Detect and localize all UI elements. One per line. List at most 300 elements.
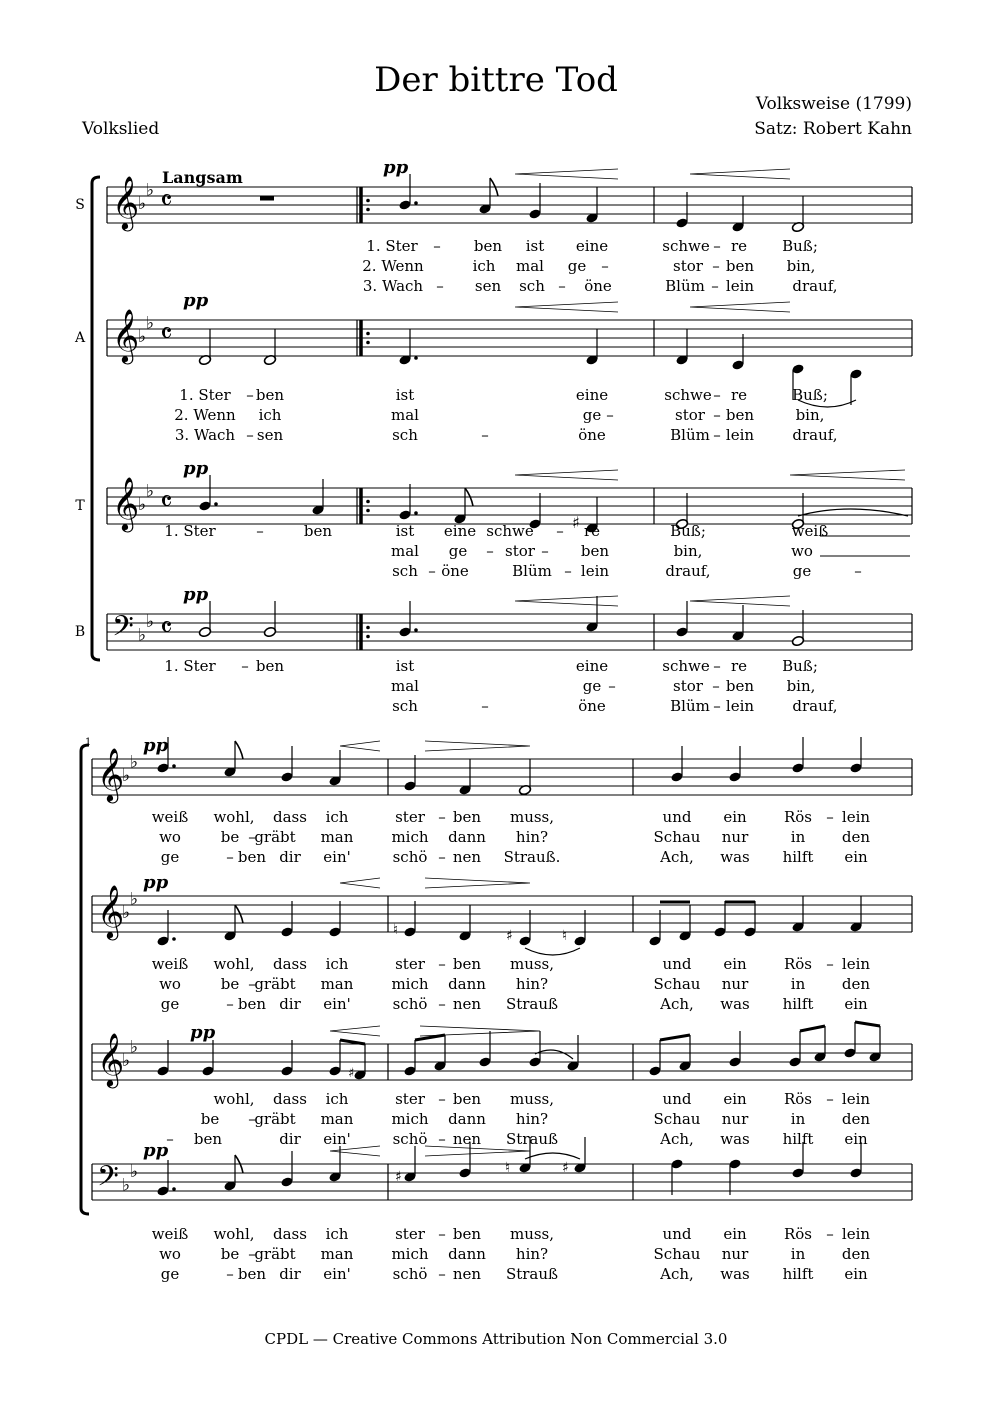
lyric-soprano-v2: be <box>220 828 240 846</box>
lyric-alto-v2: nur <box>721 975 749 993</box>
lyric-tenor-v3: ben <box>193 1130 223 1148</box>
lyric-tenor-v1: re <box>583 522 601 540</box>
lyric-alto-v1: ich <box>325 955 349 973</box>
lyric-alto-v1: dass <box>273 955 307 973</box>
lyric-tenor-v1: ist <box>395 522 415 540</box>
whole-rest <box>260 196 274 201</box>
lyric-tenor-v1: schwe <box>486 522 534 540</box>
lyric-tenor-v3: sch <box>392 562 418 580</box>
lyric-soprano-v1: ein <box>723 808 747 826</box>
lyric-alto-v3: ein <box>844 995 868 1013</box>
lyric-soprano-v1: ben <box>452 808 482 826</box>
voice-label: B <box>74 624 86 640</box>
lyric-tenor-v3: öne <box>441 562 469 580</box>
lyric-soprano-v2: ge <box>567 257 587 275</box>
lyric-bass-v1: – <box>826 1225 834 1243</box>
flat-icon: ♭ <box>146 180 155 201</box>
lyric-bass-v1: weiß <box>151 1225 189 1243</box>
lyric-soprano-v1: Rös <box>783 808 813 826</box>
lyric-bass-v1: – <box>241 657 249 675</box>
lyric-soprano-v1: – <box>433 237 441 255</box>
lyric-soprano-v3: Ach, <box>660 848 694 866</box>
lyric-tenor-v1: ben <box>452 1090 482 1108</box>
flat-icon: ♭ <box>146 612 155 632</box>
sharp-icon: ♯ <box>506 928 513 944</box>
lyric-tenor-v2: nur <box>721 1110 749 1128</box>
lyric-alto-v2: in <box>790 975 806 993</box>
natural-icon: ♮ <box>505 1160 511 1176</box>
lyric-soprano-v1: – <box>826 808 834 826</box>
lyric-alto-v3: dir <box>279 995 301 1013</box>
lyric-bass-v1: ben <box>452 1225 482 1243</box>
lyric-tenor-v3: – <box>166 1130 174 1148</box>
decrescendo-hairpin <box>425 741 530 751</box>
lyric-tenor-v1: ich <box>325 1090 349 1108</box>
lyric-tenor-v2: den <box>841 1110 871 1128</box>
lyric-soprano-v2: man <box>320 828 354 846</box>
augmentation-dot <box>414 356 418 360</box>
lyric-tenor-v1: Rös <box>783 1090 813 1108</box>
lyric-tenor-v1: ein <box>723 1090 747 1108</box>
lyric-tenor-v3: was <box>720 1130 750 1148</box>
lyric-soprano-v1: 1. Ster <box>366 237 418 255</box>
repeat-dot <box>366 500 370 504</box>
lyric-bass-v3: – <box>438 1265 446 1283</box>
lyric-soprano-v1: Buß; <box>782 237 818 255</box>
lyric-bass-v1: ben <box>255 657 285 675</box>
lyric-tenor-v1: – <box>438 1090 446 1108</box>
lyric-bass-v1: – <box>438 1225 446 1243</box>
lyric-bass-v3: ge <box>160 1265 180 1283</box>
arranger-credit: Satz: Robert Kahn <box>754 119 912 139</box>
natural-icon: ♮ <box>562 928 568 944</box>
lyric-alto-v1: – <box>826 955 834 973</box>
lyric-tenor-v3: ein' <box>323 1130 351 1148</box>
lyric-soprano-v1: und <box>662 808 692 826</box>
flat-icon: ♭ <box>130 1162 139 1182</box>
flat-icon: ♭ <box>122 1175 131 1196</box>
lyric-alto-v2: – <box>248 975 256 993</box>
lyric-tenor-v2: wo <box>791 542 813 560</box>
common-time-icon: 𝄴 <box>160 485 173 518</box>
lyric-tenor-v2: gräbt <box>254 1110 296 1128</box>
lyric-alto-v1: ist <box>395 386 415 404</box>
lyric-alto-v2: Schau <box>653 975 701 993</box>
system-bracket <box>81 745 89 1214</box>
lyric-tenor-v1: lein <box>841 1090 871 1108</box>
repeat-dot <box>366 635 370 639</box>
page-title: Der bittre Tod <box>374 60 618 100</box>
lyric-tenor-v3: – <box>854 562 862 580</box>
lyric-alto-v3: – <box>226 995 234 1013</box>
lyric-soprano-v1: ist <box>525 237 545 255</box>
lyric-soprano-v3: dir <box>279 848 301 866</box>
lyric-bass-v2: bin, <box>786 677 816 695</box>
lyric-tenor-v1: ster <box>395 1090 425 1108</box>
flat-icon: ♭ <box>138 625 147 646</box>
lyric-bass-v2: be <box>220 1245 240 1263</box>
lyric-alto-v3: Strauß <box>505 995 559 1013</box>
bass-clef-icon: 𝄢 <box>97 1160 119 1200</box>
lyric-bass-v1: eine <box>575 657 609 675</box>
lyric-tenor-v2: bin, <box>673 542 703 560</box>
dynamic-pianissimo: pp <box>383 157 409 178</box>
lyric-soprano-v2: 2. Wenn <box>362 257 424 275</box>
lyric-tenor-v1: wohl, <box>213 1090 255 1108</box>
decrescendo-hairpin <box>420 1026 540 1036</box>
lyric-alto-v3: 3. Wach <box>174 426 236 444</box>
lyric-tenor-v3: Ach, <box>660 1130 694 1148</box>
lyric-tenor-v1: dass <box>273 1090 307 1108</box>
beam <box>800 1026 825 1031</box>
lyric-tenor-v1: Buß; <box>670 522 706 540</box>
lyric-alto-v3: – <box>246 426 254 444</box>
lyric-soprano-v3: ein <box>844 848 868 866</box>
lyric-soprano-v3: ge <box>160 848 180 866</box>
lyric-bass-v3: ein' <box>323 1265 351 1283</box>
beam <box>340 1040 365 1044</box>
lyric-bass-v1: ster <box>395 1225 425 1243</box>
lyric-bass-v2: mich <box>391 1245 429 1263</box>
slur <box>525 1153 580 1159</box>
flat-icon: ♭ <box>130 1037 139 1058</box>
decrescendo-hairpin <box>425 878 530 888</box>
lyric-soprano-v3: – <box>226 848 234 866</box>
lyric-tenor-v2: mich <box>391 1110 429 1128</box>
lyric-alto-v1: – <box>438 955 446 973</box>
voice-label: A <box>74 330 86 346</box>
lyric-soprano-v2: gräbt <box>254 828 296 846</box>
repeat-dot <box>366 208 370 212</box>
system-bracket <box>92 177 100 660</box>
lyric-bass-v3: was <box>720 1265 750 1283</box>
repeat-dot <box>366 332 370 336</box>
lyric-soprano-v2: stor <box>673 257 703 275</box>
lyric-soprano-v2: ben <box>725 257 755 275</box>
lyric-bass-v2: ben <box>725 677 755 695</box>
lyric-bass-v1: ich <box>325 1225 349 1243</box>
sharp-icon: ♯ <box>395 1169 402 1185</box>
lyric-alto-v1: 1. Ster <box>179 386 231 404</box>
lyric-bass-v3: schö <box>392 1265 428 1283</box>
crescendo-hairpin <box>690 596 790 606</box>
lyric-alto-v2: ge <box>582 406 602 424</box>
treble-clef-icon: 𝄞 <box>97 884 125 938</box>
treble-clef-icon: 𝄞 <box>112 175 140 229</box>
lyric-alto-v2: bin, <box>795 406 825 424</box>
lyric-alto-v3: lein <box>725 426 755 444</box>
crescendo-hairpin <box>790 470 905 480</box>
lyric-tenor-v3: Strauß <box>505 1130 559 1148</box>
lyric-soprano-v2: wo <box>159 828 181 846</box>
dynamic-pianissimo: pp <box>143 872 169 893</box>
lyric-bass-v3: lein <box>725 697 755 715</box>
lyric-soprano-v3: schö <box>392 848 428 866</box>
lyric-bass-v2: mal <box>391 677 419 695</box>
lyric-bass-v1: ist <box>395 657 415 675</box>
lyric-tenor-v2: hin? <box>515 1110 549 1128</box>
lyric-bass-v3: nen <box>452 1265 482 1283</box>
lyric-alto-v3: öne <box>578 426 606 444</box>
lyric-alto-v2: den <box>841 975 871 993</box>
lyric-bass-v2: den <box>841 1245 871 1263</box>
crescendo-hairpin <box>340 878 380 888</box>
lyric-tenor-v3: schö <box>392 1130 428 1148</box>
lyric-bass-v2: dann <box>448 1245 486 1263</box>
crescendo-hairpin <box>690 169 790 179</box>
lyric-alto-v2: ich <box>258 406 282 424</box>
lyric-soprano-v1: muss, <box>509 808 555 826</box>
lyric-tenor-v3: drauf, <box>665 562 711 580</box>
lyric-bass-v1: und <box>662 1225 692 1243</box>
license-footer: CPDL — Creative Commons Attribution Non Commercial 3.0 <box>264 1330 728 1348</box>
lyric-alto-v3: ein' <box>323 995 351 1013</box>
lyric-alto-v2: 2. Wenn <box>174 406 236 424</box>
crescendo-hairpin <box>515 169 618 179</box>
lyric-alto-v2: mich <box>391 975 429 993</box>
lyric-soprano-v2: dann <box>448 828 486 846</box>
dynamic-pianissimo: pp <box>190 1022 216 1043</box>
lyric-tenor-v3: – <box>428 562 436 580</box>
lyric-soprano-v3: ben <box>237 848 267 866</box>
augmentation-dot <box>414 201 418 205</box>
lyric-alto-v3: – <box>713 426 721 444</box>
lyric-alto-v1: re <box>730 386 748 404</box>
lyric-soprano-v3: – <box>558 277 566 295</box>
lyric-soprano-v1: – <box>713 237 721 255</box>
lyric-alto-v3: ge <box>160 995 180 1013</box>
voice-label: S <box>75 197 85 213</box>
bass-clef-icon: 𝄢 <box>112 610 134 650</box>
lyric-tenor-v2: man <box>320 1110 354 1128</box>
lyric-bass-v1: dass <box>273 1225 307 1243</box>
lyric-soprano-v3: 3. Wach <box>362 277 424 295</box>
lyric-alto-v3: – <box>438 995 446 1013</box>
lyric-soprano-v1: weiß <box>151 808 189 826</box>
lyric-bass-v1: – <box>713 657 721 675</box>
lyric-alto-v1: wohl, <box>213 955 255 973</box>
lyric-bass-v1: re <box>730 657 748 675</box>
measure-number: 1 <box>85 737 92 748</box>
natural-icon: ♮ <box>393 922 399 938</box>
lyric-alto-v2: ben <box>725 406 755 424</box>
lyric-soprano-v3: ein' <box>323 848 351 866</box>
treble-clef-icon: 𝄞 <box>97 1032 125 1086</box>
lyric-alto-v2: – <box>713 406 721 424</box>
lyric-alto-v2: hin? <box>515 975 549 993</box>
sharp-icon: ♯ <box>348 1066 355 1081</box>
treble-clef-icon: 𝄞 <box>112 308 140 362</box>
lyric-alto-v1: ben <box>255 386 285 404</box>
augmentation-dot <box>172 764 176 768</box>
lyric-soprano-v1: lein <box>841 808 871 826</box>
lyric-soprano-v2: nur <box>721 828 749 846</box>
flat-icon: ♭ <box>138 327 147 347</box>
lyric-soprano-v2: Schau <box>653 828 701 846</box>
flat-icon: ♭ <box>138 194 147 214</box>
lyric-tenor-v1: – <box>556 522 564 540</box>
lyric-alto-v2: wo <box>159 975 181 993</box>
lyric-bass-v3: drauf, <box>792 697 838 715</box>
lyric-bass-v2: in <box>790 1245 806 1263</box>
lyric-tenor-v2: Schau <box>653 1110 701 1128</box>
lyric-bass-v2: – <box>712 677 720 695</box>
lyric-soprano-v2: mal <box>516 257 544 275</box>
lyric-alto-v1: schwe <box>664 386 712 404</box>
lyric-soprano-v1: ich <box>325 808 349 826</box>
crescendo-hairpin <box>340 741 380 751</box>
dynamic-pianissimo: pp <box>143 735 169 756</box>
lyric-soprano-v3: sch <box>519 277 545 295</box>
augmentation-dot <box>172 1187 176 1191</box>
lyric-alto-v1: und <box>662 955 692 973</box>
lyric-soprano-v3: sen <box>474 277 502 295</box>
lyric-alto-v3: nen <box>452 995 482 1013</box>
lyric-soprano-v3: nen <box>452 848 482 866</box>
lyric-alto-v3: hilft <box>782 995 814 1013</box>
note-flag <box>235 741 243 759</box>
lyric-bass-v1: Buß; <box>782 657 818 675</box>
lyric-soprano-v3: hilft <box>782 848 814 866</box>
lyric-bass-v1: lein <box>841 1225 871 1243</box>
lyric-bass-v1: 1. Ster <box>164 657 216 675</box>
lyric-soprano-v1: wohl, <box>213 808 255 826</box>
lyric-alto-v3: ben <box>237 995 267 1013</box>
lyric-alto-v2: stor <box>675 406 705 424</box>
lyric-tenor-v2: dann <box>448 1110 486 1128</box>
dynamic-pianissimo: pp <box>143 1140 169 1161</box>
lyric-bass-v1: ein <box>723 1225 747 1243</box>
lyric-alto-v1: ben <box>452 955 482 973</box>
lyric-soprano-v1: re <box>730 237 748 255</box>
lyric-alto-v1: Rös <box>783 955 813 973</box>
lyric-alto-v1: lein <box>841 955 871 973</box>
lyric-soprano-v3: – <box>436 277 444 295</box>
lyric-bass-v3: Strauß <box>505 1265 559 1283</box>
lyric-alto-v1: ein <box>723 955 747 973</box>
lyric-alto-v3: drauf, <box>792 426 838 444</box>
slur <box>535 1050 573 1059</box>
lyric-tenor-v1: eine <box>443 522 477 540</box>
lyric-bass-v3: hilft <box>782 1265 814 1283</box>
lyric-tenor-v1: – <box>826 1090 834 1108</box>
lyric-soprano-v3: Blüm <box>665 277 705 295</box>
lyric-tenor-v2: mal <box>391 542 419 560</box>
lyric-tenor-v2: stor <box>505 542 535 560</box>
lyric-soprano-v1: eine <box>575 237 609 255</box>
composer-credit: Volksweise (1799) <box>755 94 912 114</box>
lyric-alto-v1: muss, <box>509 955 555 973</box>
lyric-soprano-v2: hin? <box>515 828 549 846</box>
lyric-bass-v3: – <box>481 697 489 715</box>
lyric-tenor-v3: – <box>564 562 572 580</box>
flat-icon: ♭ <box>138 495 147 515</box>
repeat-dot <box>366 199 370 203</box>
lyric-tenor-v2: be <box>200 1110 220 1128</box>
lyric-tenor-v1: muss, <box>509 1090 555 1108</box>
lyric-bass-v1: wohl, <box>213 1225 255 1243</box>
lyric-bass-v2: nur <box>721 1245 749 1263</box>
repeat-dot <box>366 341 370 345</box>
beam <box>855 1022 880 1026</box>
lyric-bass-v3: ben <box>237 1265 267 1283</box>
lyric-soprano-v1: ster <box>395 808 425 826</box>
lyric-soprano-v2: – <box>712 257 720 275</box>
tempo-marking: Langsam <box>162 168 243 187</box>
sharp-icon: ♯ <box>562 1160 569 1176</box>
lyric-tenor-v2: – <box>486 542 494 560</box>
lyric-tenor-v3: dir <box>279 1130 301 1148</box>
flat-icon: ♭ <box>146 481 155 502</box>
lyric-bass-v1: schwe <box>662 657 710 675</box>
lyric-soprano-v3: Strauß. <box>503 848 561 866</box>
lyric-alto-v1: eine <box>575 386 609 404</box>
lyric-bass-v2: gräbt <box>254 1245 296 1263</box>
flat-icon: ♭ <box>130 752 139 773</box>
lyric-bass-v2: man <box>320 1245 354 1263</box>
lyric-alto-v2: – <box>606 406 614 424</box>
lyric-alto-v3: sen <box>256 426 284 444</box>
lyric-soprano-v2: den <box>841 828 871 846</box>
lyric-alto-v2: mal <box>391 406 419 424</box>
common-time-icon: 𝄴 <box>160 611 173 644</box>
lyric-tenor-v1: weiß <box>791 522 829 540</box>
flat-icon: ♭ <box>130 889 139 910</box>
lyric-bass-v2: Schau <box>653 1245 701 1263</box>
lyric-tenor-v2: in <box>790 1110 806 1128</box>
lyric-soprano-v3: – <box>711 277 719 295</box>
lyric-bass-v2: hin? <box>515 1245 549 1263</box>
lyric-bass-v3: – <box>713 697 721 715</box>
flat-icon: ♭ <box>146 313 155 334</box>
crescendo-hairpin <box>515 302 618 312</box>
lyric-tenor-v1: ben <box>303 522 333 540</box>
lyric-alto-v2: gräbt <box>254 975 296 993</box>
lyric-soprano-v3: drauf, <box>792 277 838 295</box>
lyric-alto-v2: dann <box>448 975 486 993</box>
augmentation-dot <box>172 937 176 941</box>
lyric-tenor-v2: ge <box>448 542 468 560</box>
lyric-bass-v2: stor <box>673 677 703 695</box>
dynamic-pianissimo: pp <box>183 458 209 479</box>
lyric-tenor-v1: und <box>662 1090 692 1108</box>
lyric-bass-v3: sch <box>392 697 418 715</box>
sharp-icon: ♯ <box>572 513 580 532</box>
dynamic-pianissimo: pp <box>183 584 209 605</box>
lyric-tenor-v3: – <box>438 1130 446 1148</box>
lyric-bass-v3: öne <box>578 697 606 715</box>
lyric-soprano-v2: mich <box>391 828 429 846</box>
lyric-alto-v1: – <box>246 386 254 404</box>
repeat-dot <box>366 626 370 630</box>
lyric-tenor-v2: ben <box>580 542 610 560</box>
genre-label: Volkslied <box>82 119 160 139</box>
slur <box>525 948 580 955</box>
flat-icon: ♭ <box>122 903 131 923</box>
lyric-bass-v2: – <box>608 677 616 695</box>
voice-label: T <box>75 498 85 514</box>
crescendo-hairpin <box>515 596 618 606</box>
lyric-tenor-v2: – <box>248 1110 256 1128</box>
lyric-bass-v3: – <box>226 1265 234 1283</box>
lyric-soprano-v2: – <box>248 828 256 846</box>
lyric-tenor-v1: – <box>256 522 264 540</box>
lyric-tenor-v2: – <box>541 542 549 560</box>
lyric-bass-v2: ge <box>582 677 602 695</box>
lyric-tenor-v3: Blüm <box>512 562 552 580</box>
lyric-soprano-v1: ben <box>473 237 503 255</box>
lyric-bass-v2: wo <box>159 1245 181 1263</box>
